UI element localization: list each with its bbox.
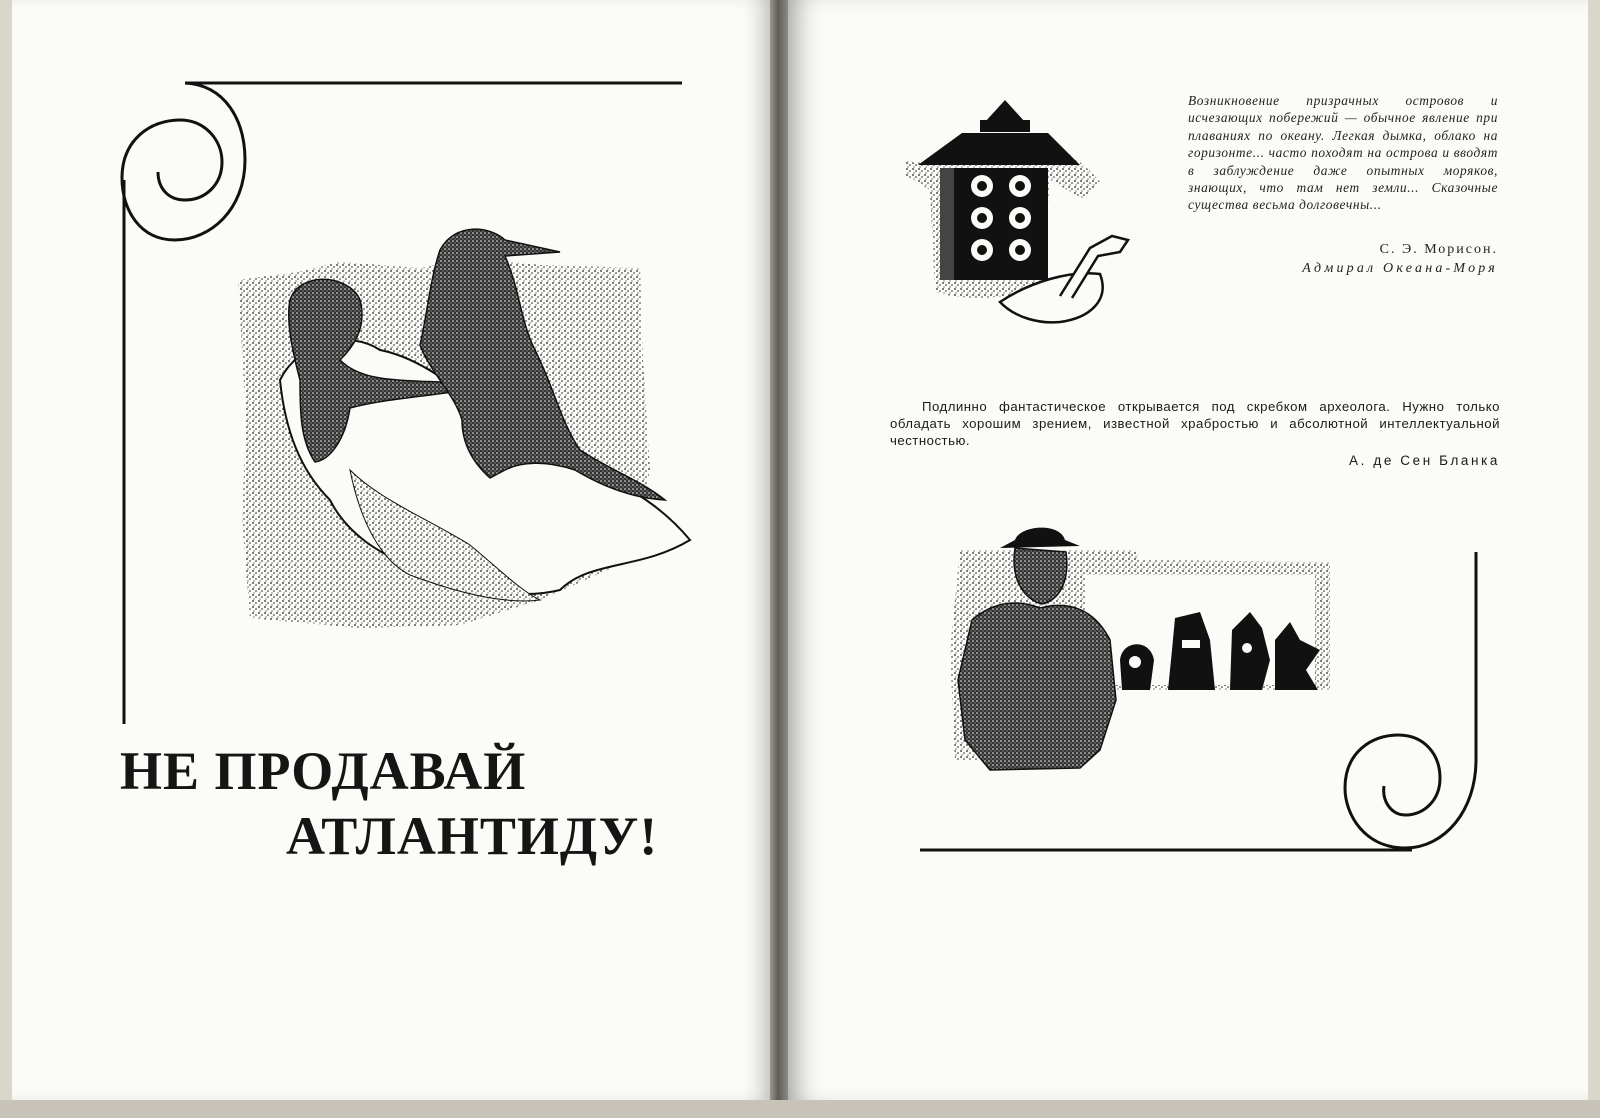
chapter-title-line2: АТЛАНТИДУ! bbox=[286, 806, 659, 866]
quote-text: Подлинно фантастическое открывается под скребком археолога. Нужно только обладать хорошим зрением, известной храбростью и абсолютной интеллектуальной честностью. bbox=[890, 399, 1500, 448]
man-in-hat-with-idols-illustration bbox=[950, 528, 1330, 770]
figures-woman-bird-illustration bbox=[238, 229, 690, 628]
chapter-title-line1: НЕ ПРОДАВАЙ bbox=[120, 741, 527, 801]
epigraph-source: Адмирал Океана-Моря bbox=[1302, 261, 1498, 276]
quote-author: А. де Сен Бланка bbox=[1349, 453, 1500, 468]
epigraph-text: Возникновение призрачных островов и исчезающих побережий — обычное явление при плаваниях по океану. Легкая дымка, облако на горизонте... часто походят на острова и вводят в заблуждение даже опытных моряков, знающих, что там нет земли... Сказочные существа весьма долговечны... bbox=[1188, 93, 1498, 213]
epigraph-author: С. Э. Морисон. bbox=[1379, 242, 1498, 257]
lantern-trowel-illustration bbox=[905, 100, 1128, 322]
